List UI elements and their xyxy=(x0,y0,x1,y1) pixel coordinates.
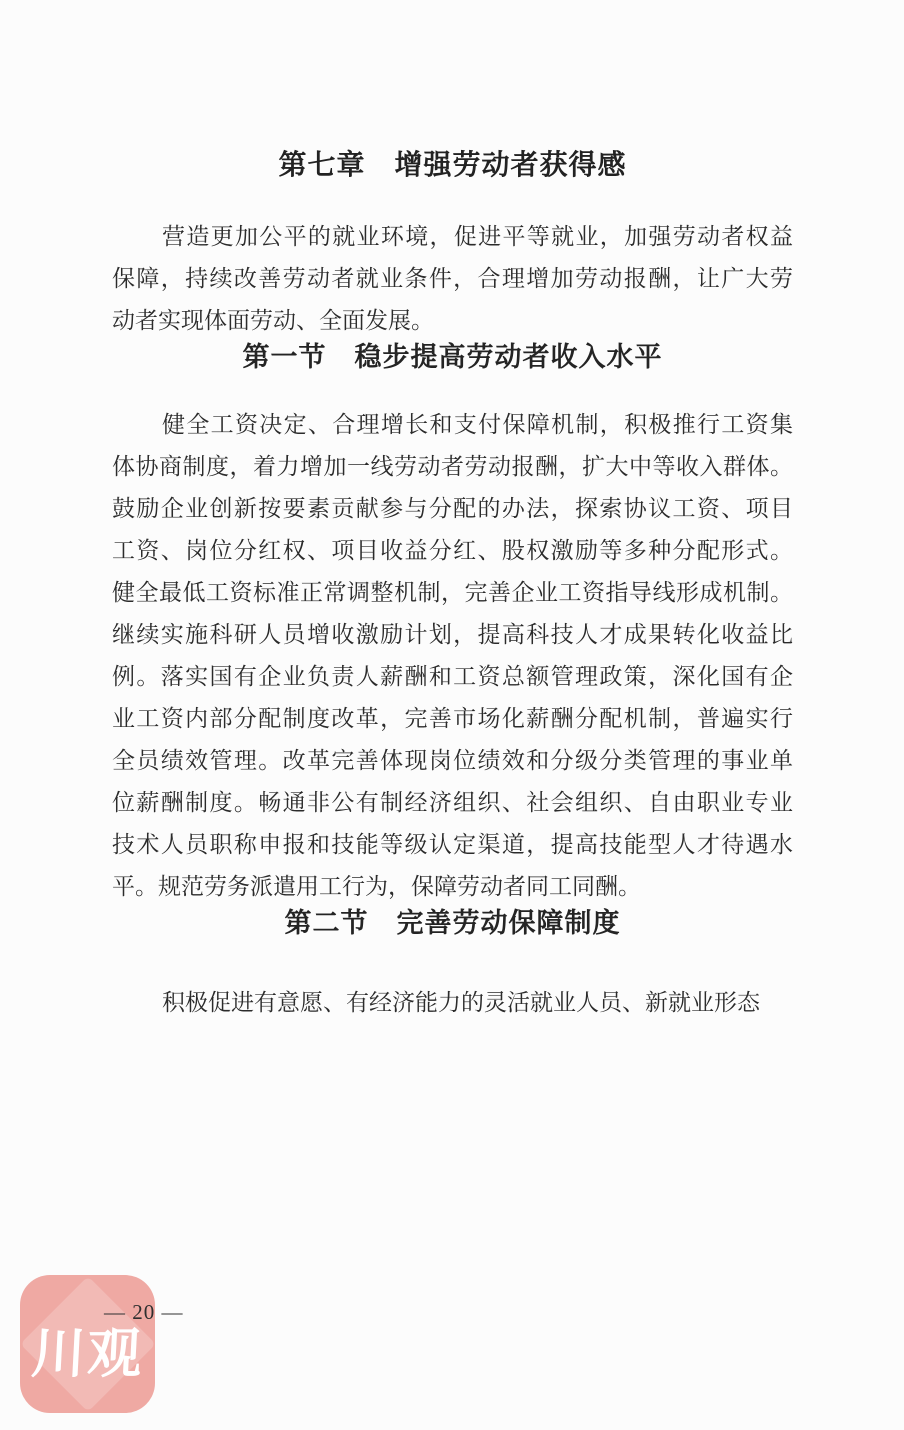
watermark-text: 川观 xyxy=(29,1321,145,1385)
body-line: 平。规范劳务派遣用工行为，保障劳动者同工同酬。 xyxy=(112,874,641,899)
body-line: 位薪酬制度。畅通非公有制经济组织、社会组织、自由职业专业 xyxy=(112,790,793,815)
body-line: 技术人员职称申报和技能等级认定渠道，提高技能型人才待遇水 xyxy=(112,832,793,857)
intro-paragraph xyxy=(112,216,793,342)
section-2-heading: 第二节 完善劳动保障制度 xyxy=(284,908,621,938)
document-page xyxy=(0,150,904,1430)
body-line: 营造更加公平的就业环境，促进平等就业，加强劳动者权益 xyxy=(162,224,793,249)
body-line: 动者实现体面劳动、全面发展。 xyxy=(112,308,434,333)
body-line: 鼓励企业创新按要素贡献参与分配的办法，探索协议工资、项目 xyxy=(112,496,793,521)
body-line: 工资、岗位分红权、项目收益分红、股权激励等多种分配形式。 xyxy=(112,538,793,563)
page-content xyxy=(0,150,904,1024)
section-2-paragraph xyxy=(112,982,793,1024)
section-1-heading: 第一节 稳步提高劳动者收入水平 xyxy=(242,342,663,372)
body-line: 继续实施科研人员增收激励计划，提高科技人才成果转化收益比 xyxy=(112,622,793,647)
body-line: 例。落实国有企业负责人薪酬和工资总额管理政策，深化国有企 xyxy=(112,664,793,689)
body-line: 积极促进有意愿、有经济能力的灵活就业人员、新就业形态 xyxy=(162,990,760,1015)
body-line: 体协商制度，着力增加一线劳动者劳动报酬，扩大中等收入群体。 xyxy=(112,454,793,479)
body-line: 健全最低工资标准正常调整机制，完善企业工资指导线形成机制。 xyxy=(112,580,793,605)
body-line: 全员绩效管理。改革完善体现岗位绩效和分级分类管理的事业单 xyxy=(112,748,793,773)
body-line: 保障，持续改善劳动者就业条件，合理增加劳动报酬，让广大劳 xyxy=(112,266,793,291)
page-number: — 20 — xyxy=(104,1300,184,1324)
body-line: 健全工资决定、合理增长和支付保障机制，积极推行工资集 xyxy=(162,412,793,437)
body-line: 业工资内部分配制度改革，完善市场化薪酬分配机制，普遍实行 xyxy=(112,706,793,731)
chapter-heading: 第七章 增强劳动者获得感 xyxy=(278,149,627,180)
section-1-paragraph xyxy=(112,404,793,908)
chuanguan-watermark-logo xyxy=(20,1275,155,1413)
